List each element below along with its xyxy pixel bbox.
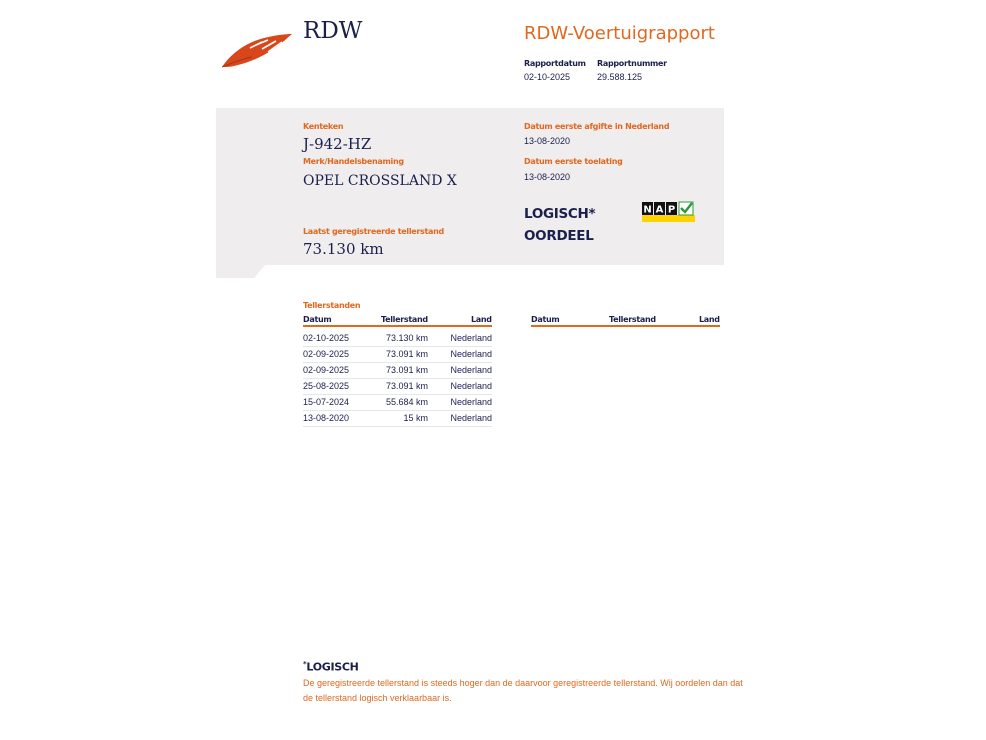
report-title: RDW-Voertuigrapport: [524, 23, 715, 44]
nap-letter-n: N: [643, 204, 652, 216]
cell-odometer: 73.091 km: [385, 349, 428, 359]
nap-logo-icon: [642, 201, 697, 223]
cell-date: 15-07-2024: [303, 397, 350, 407]
plate-value: J-942-HZ: [303, 135, 372, 153]
cell-odometer: 73.130 km: [385, 333, 428, 343]
cell-country: Nederland: [450, 397, 492, 407]
footnote-title: [303, 660, 359, 674]
brand-name: RDW: [303, 18, 363, 44]
col-header-odometer-2: Tellerstand: [609, 315, 656, 324]
first-issue-nl-label: Datum eerste afgifte in Nederland: [524, 122, 670, 131]
table-row: [303, 330, 492, 347]
table-row: [303, 346, 492, 363]
verdict: [524, 203, 595, 247]
nap-letter-a: A: [655, 204, 664, 216]
footnote-title-text: LOGISCH: [306, 660, 359, 674]
cell-date: 02-09-2025: [303, 349, 350, 359]
col-header-odometer: Tellerstand: [381, 315, 428, 324]
col-header-country-2: Land: [699, 315, 720, 324]
report-number-value: 29.588.125: [597, 72, 643, 82]
col-header-date: Datum: [303, 315, 332, 324]
table-row: [303, 394, 492, 411]
readings-title: Tellerstanden: [303, 301, 361, 310]
cell-date: 25-08-2025: [303, 381, 350, 391]
header-rule-2: [531, 325, 720, 327]
odometer-value: 73.130 km: [303, 240, 384, 258]
make-value: OPEL CROSSLAND X: [303, 173, 457, 189]
report-date-label: Rapportdatum: [524, 59, 586, 68]
cell-country: Nederland: [450, 333, 492, 343]
cell-date: 13-08-2020: [303, 413, 350, 423]
first-issue-nl-value: 13-08-2020: [524, 136, 571, 146]
header-rule: [303, 325, 492, 327]
cell-date: 02-09-2025: [303, 365, 350, 375]
rdw-logo-icon: [222, 33, 292, 69]
make-label: Merk/Handelsbenaming: [303, 157, 404, 166]
cell-odometer: 55.684 km: [385, 397, 428, 407]
cell-odometer: 15 km: [403, 413, 428, 423]
table-row: [303, 378, 492, 395]
cell-odometer: 73.091 km: [385, 365, 428, 375]
verdict-line-2: OORDEEL: [524, 228, 594, 244]
footnote-marker: *: [303, 660, 307, 668]
cell-country: Nederland: [450, 413, 492, 423]
report-date-value: 02-10-2025: [524, 72, 571, 82]
cell-country: Nederland: [450, 349, 492, 359]
vehicle-summary-panel: [216, 108, 724, 265]
report-number-label: Rapportnummer: [597, 59, 667, 68]
odometer-label: Laatst geregistreerde tellerstand: [303, 227, 444, 236]
cell-odometer: 73.091 km: [385, 381, 428, 391]
panel-tab-shape: [216, 264, 266, 278]
table-row: [303, 362, 492, 379]
col-header-date-2: Datum: [531, 315, 560, 324]
nap-letter-p: P: [667, 204, 676, 216]
col-header-country: Land: [471, 315, 492, 324]
first-admission-label: Datum eerste toelating: [524, 157, 623, 166]
first-admission-value: 13-08-2020: [524, 172, 571, 182]
cell-date: 02-10-2025: [303, 333, 350, 343]
plate-label: Kenteken: [303, 122, 344, 131]
verdict-line-1: LOGISCH*: [524, 206, 596, 222]
cell-country: Nederland: [450, 365, 492, 375]
table-row: [303, 410, 492, 427]
footnote-text: De geregistreerde tellerstand is steeds hoger dan de daarvoor geregistreerde tellerstand. Wij oordelen dan dat de tellerstand logisch verklaarbaar is.: [303, 678, 743, 703]
cell-country: Nederland: [450, 381, 492, 391]
